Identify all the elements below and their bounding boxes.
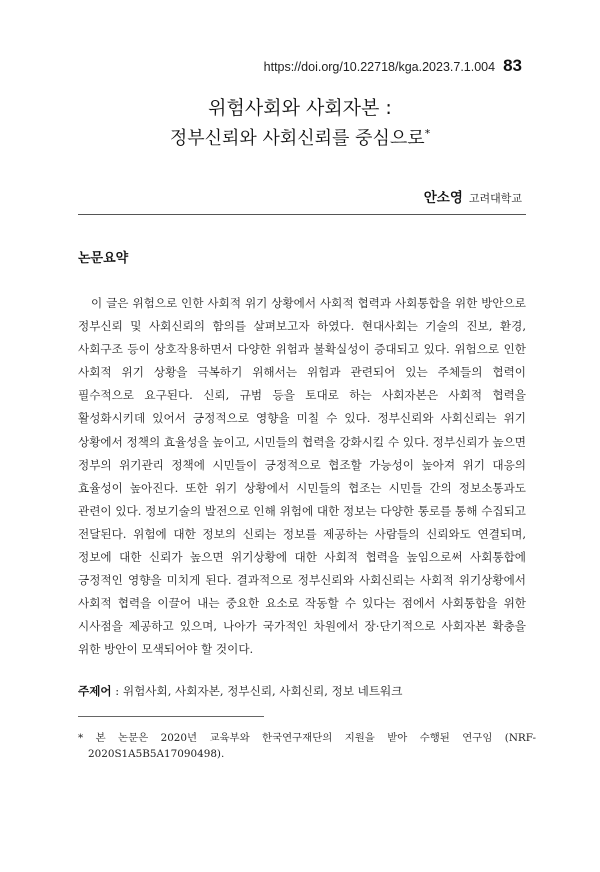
- keywords-separator: :: [111, 684, 123, 698]
- doi-link[interactable]: https://doi.org/10.22718/kga.2023.7.1.004: [263, 60, 496, 74]
- abstract-heading: 논문요약: [78, 251, 129, 266]
- subtitle-text: 정부신뢰와 사회신뢰를 중심으로: [169, 128, 425, 149]
- running-header: [264, 56, 522, 76]
- page-number: 83: [503, 56, 522, 75]
- author-affiliation: 고려대학교: [468, 192, 522, 205]
- header-divider: [78, 214, 526, 215]
- footnote-mark: *: [424, 127, 431, 140]
- abstract-body: 이 글은 위험으로 인한 사회적 위기 상황에서 사회적 협력과 사회통합을 위한 방안으로 정부신뢰 및 사회신뢰의 함의를 살펴보고자 하였다. 현대사회는 기술의 진보, 환경, 사회구조 등이 상호작용하면서 다양한 위험과 불확실성이 증대되고 있다. 위험으로 인한 사회적 위기 상황을 극복하기 위해서는 위험과 관련되어 있는 주체들의 협력이 필수적으로 요구된다. 신뢰, 규범 등을 토대로 하는 사회자본은 사회적 협력을 활성화시키데 있어서 긍정적으로 영향을 미칠 수 있다. 정부신뢰와 사회신뢰는 위기 상황에서 정책의 효율성을 높이고, 시민들의 협력을 강화시킬 수 있다. 정부신뢰가 높으면 정부의 위기관리 정책에 시민들이 긍정적으로 협조할 가능성이 높아져 위기 대응의 효율성이 높아진다. 또한 위기 상황에서 시민들의 협조는 시민들 간의 정보소통과도 관련이 있다. 정보기술의 발전으로 인해 위험에 대한 정보는 다양한 통로를 통해 수집되고 전달된다. 위험에 대한 정보의 신뢰는 정보를 제공하는 사람들의 신뢰와도 연결되며, 정보에 대한 신뢰가 높으면 위기상황에 대한 사회적 협력을 높임으로써 사회통합에 긍정적인 영향을 미치게 된다. 결과적으로 정부신뢰와 사회신뢰는 사회적 위기상황에서 사회적 협력을 이끌어 내는 중요한 요소로 작동할 수 있다는 점에서 사회통합을 위한 시사점을 제공하고 있으며, 나아가 국가적인 차원에서 장·단기적으로 사회자본 확충을 위한 방안이 모색되어야 할 것이다.: [78, 296, 527, 657]
- keywords-label: 주제어: [78, 684, 112, 698]
- keywords-line: [78, 683, 526, 699]
- paper-subtitle: [0, 122, 600, 151]
- author-name: 안소영: [423, 190, 463, 206]
- author-block: [424, 186, 522, 206]
- footnote-divider: [78, 716, 264, 717]
- footnote: * 본 논문은 2020년 교육부와 한국연구재단의 지원을 받아 수행된 연구임 (NRF-2020S1A5B5A17090498).: [78, 732, 536, 760]
- paper-title: 위험사회와 사회자본 :: [208, 97, 392, 119]
- keywords-list: 위험사회, 사회자본, 정부신뢰, 사회신뢰, 정보 네트워크: [122, 684, 403, 698]
